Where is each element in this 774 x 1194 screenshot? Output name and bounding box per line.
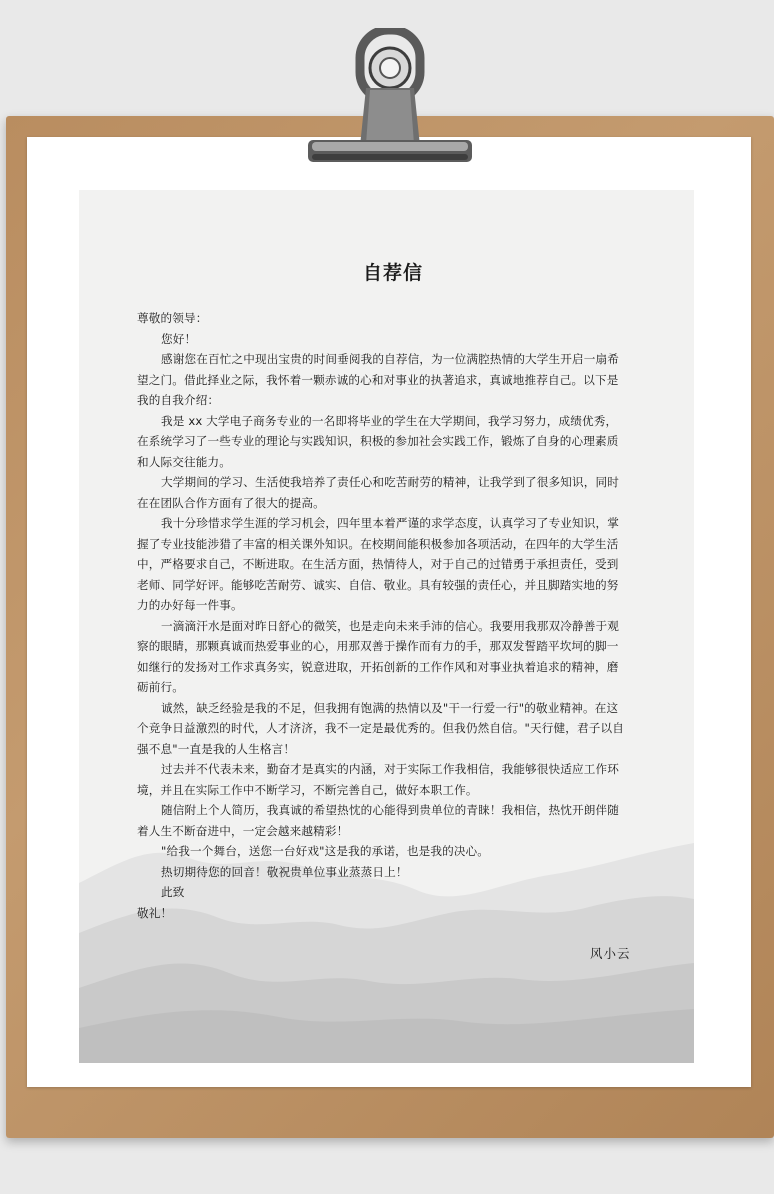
letter-body [137, 262, 649, 923]
signature: 风小云 [590, 946, 631, 961]
letter-line: 察的眼睛，那颗真诚而热爱事业的心，用那双善于操作而有力的手，那双发誓踏平坎坷的脚一 [137, 639, 619, 653]
letter-line: 握了专业技能涉猎了丰富的相关课外知识。在校期间能积极参加各项活动，在四年的大学生活 [137, 536, 619, 551]
letter-line: 敬礼！ [137, 905, 173, 920]
letter-line: 感谢您在百忙之中现出宝贵的时间垂阅我的自荐信，为一位满腔热情的大学生开启一扇希 [161, 352, 620, 366]
letter-line: 如继行的发扬对工作求真务实，锐意进取，开拓创新的工作作风和对事业执着追求的精神，磨 [137, 659, 619, 674]
letter-line: 力的办好每一件事。 [137, 598, 243, 612]
letter-lines [137, 308, 649, 923]
letter-line: 过去并不代表未来，勤奋才是真实的内涵，对于实际工作我相信，我能够很快适应工作环 [161, 762, 620, 776]
letter-line: 和人际交往能力。 [137, 454, 231, 469]
letter-line: 望之门。借此择业之际，我怀着一颗赤诚的心和对事业的执著追求，真诚地推荐自己。以下是 [137, 372, 619, 387]
letter-title: 自荐信 [362, 262, 423, 284]
letter-line: 在系统学习了一些专业的理论与实践知识，积极的参加社会实践工作，锻炼了自身的心理素质 [137, 434, 619, 448]
letter-line: 我是 xx 大学电子商务专业的一名即将毕业的学生在大学期间，我学习努力，成绩优秀， [161, 413, 618, 428]
letter-line: 我十分珍惜求学生涯的学习机会，四年里本着严谨的求学态度，认真学习了专业知识，掌 [161, 516, 620, 530]
letter-line: 大学期间的学习、生活使我培养了责任心和吃苦耐劳的精神，让我学到了很多知识，同时 [161, 475, 620, 489]
letter-line: 随信附上个人简历，我真诚的希望热忱的心能得到贵单位的青睐！我相信，热忱开朗伴随 [161, 803, 620, 817]
letter-line: 尊敬的领导： [137, 311, 208, 325]
letter-line: 诚然，缺乏经验是我的不足，但我拥有饱满的热情以及"干一行爱一行"的敬业精神。在这 [161, 700, 619, 715]
letter-line: 中，严格要求自己，不断进取。在生活方面，热情待人，对于自己的过错勇于承担责任，受到 [137, 557, 619, 571]
letter-line: 境，并且在实际工作中不断学习，不断完善自己，做好本职工作。 [137, 782, 478, 797]
letter-line: 个竞争日益激烈的时代，人才济济，我不一定是最优秀的。但我仍然自信。"天行健，君子以自 [137, 721, 624, 735]
letter-line: 此致 [161, 885, 185, 899]
binder-clip-icon [300, 28, 480, 178]
letter-line: 热切期待您的回音！敬祝贵单位事业蒸蒸日上！ [161, 864, 408, 879]
letter-line: 老师、同学好评。能够吃苦耐劳、诚实、自信、敬业。具有较强的责任心，并且脚踏实地的努 [137, 577, 619, 592]
letter-line: 在在团队合作方面有了很大的提高。 [137, 495, 325, 510]
letter-line: 您好！ [161, 331, 197, 346]
letter-line: 一滴滴汗水是面对昨日舒心的微笑，也是走向未来手沛的信心。我要用我那双冷静善于观 [161, 618, 620, 633]
letter-line: 我的自我介绍： [137, 393, 220, 407]
letter-line: 砺前行。 [137, 680, 184, 694]
letter-line: 强不息"一直是我的人生格言！ [137, 741, 296, 756]
letter-line: 着人生不断奋进中，一定会越来越精彩！ [137, 823, 349, 838]
letter-line: "给我一个舞台，送您一台好戏"这是我的承诺，也是我的决心。 [161, 844, 490, 858]
